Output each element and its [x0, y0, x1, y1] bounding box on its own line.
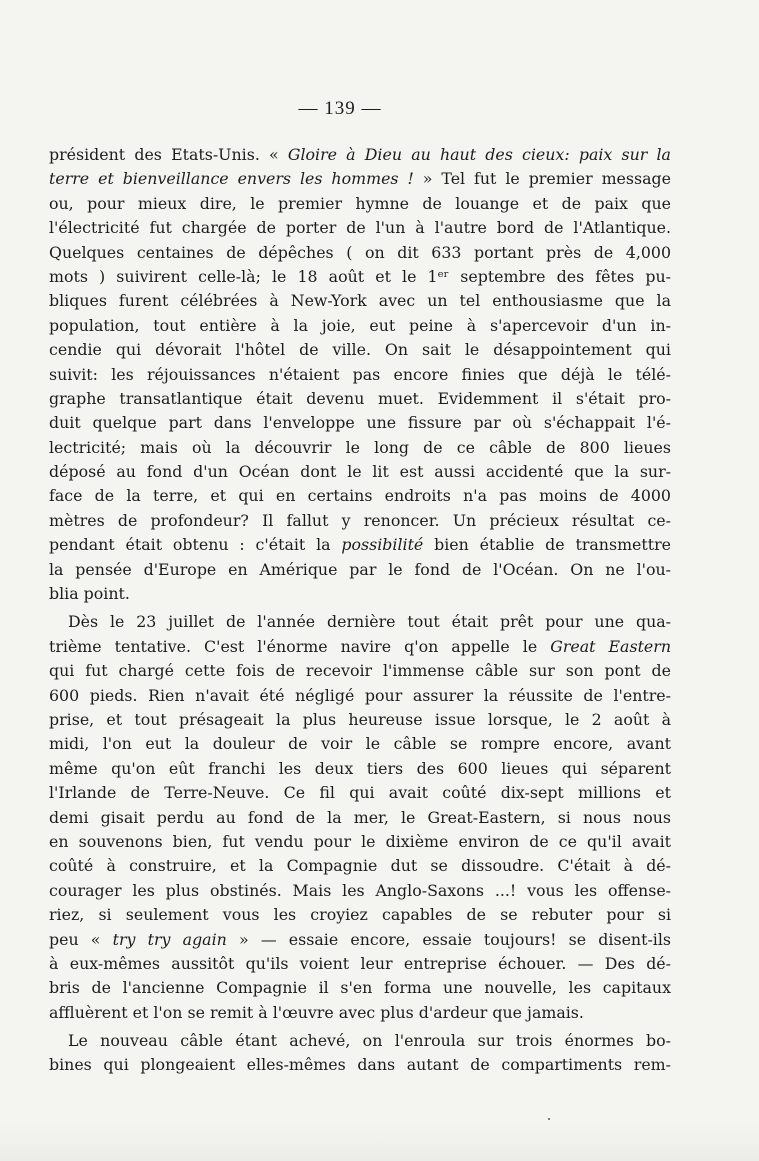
text-line — [49, 928, 671, 952]
text-segment: Quelques centaines de dépêches ( on dit 633 portant près de 4,000 — [49, 242, 671, 262]
text-line — [49, 509, 671, 533]
text-segment: lectricité; mais où la découvrir le long de ce câble de 800 lieues — [49, 437, 671, 457]
text-line — [49, 338, 671, 362]
text-line — [49, 1029, 671, 1053]
text-segment: président des Etats-Unis. « — [49, 145, 288, 164]
text-line — [49, 265, 671, 289]
text-segment: l'Irlande de Terre-Neuve. Ce fil qui avait coûté dix-sept millions et — [49, 783, 671, 803]
paragraph — [49, 143, 671, 606]
text-segment: à eux-mêmes aussitôt qu'ils voient leur entreprise échouer. — Des dé- — [49, 953, 671, 973]
text-segment: coûté à construire, et la Compagnie dut se dissoudre. C'était à dé- — [49, 856, 671, 876]
text-line — [49, 460, 671, 484]
text-line — [49, 582, 671, 606]
text-segment: affluèrent et l'on se remit à l'œuvre avec plus d'ardeur que jamais. — [49, 1002, 584, 1022]
text-line — [49, 1001, 671, 1025]
text-segment: » Tel fut le premier message — [413, 169, 671, 189]
text-segment: Le nouveau câble étant achevé, on l'enroula sur trois énormes bo- — [68, 1031, 671, 1051]
text-line — [49, 314, 671, 338]
text-line — [49, 708, 671, 732]
text-segment: riez, si seulement vous les croyiez capables de se rebuter pour si — [49, 905, 671, 925]
text-segment: mots ) suivirent celle-là; le 18 août et le 1ᵉʳ septembre des fêtes pu- — [49, 266, 671, 286]
text-line — [49, 484, 671, 508]
text-segment: midi, l'on eut la douleur de voir le câble se rompre encore, avant — [49, 734, 671, 754]
text-line — [49, 854, 671, 878]
text-line — [49, 830, 671, 854]
text-segment: même qu'on eût franchi les deux tiers des 600 lieues qui séparent — [49, 758, 671, 778]
text-line — [49, 533, 671, 557]
text-segment: courager les plus obstinés. Mais les Anglo-Saxons ...! vous les offense- — [49, 880, 671, 900]
text-segment: mètres de profondeur? Il fallut y renoncer. Un précieux résultat ce- — [49, 510, 671, 530]
text-line — [49, 732, 671, 756]
text-line — [49, 363, 671, 387]
text-segment: bliques furent célébrées à New-York avec un tel enthousiasme que la — [49, 291, 671, 311]
italic-text: possibilité — [341, 535, 424, 555]
text-segment: graphe transatlantique était devenu muet. Evidemment il s'était pro- — [49, 388, 671, 408]
text-segment: prise, et tout présageait la plus heureuse issue lorsque, le 2 août à — [49, 709, 671, 729]
text-segment: qui fut chargé cette fois de recevoir l'immense câble sur son pont de — [49, 661, 671, 681]
text-line — [49, 289, 671, 313]
text-segment: » — essaie encore, essaie toujours! se disent-ils — [226, 929, 671, 949]
page-number: — 139 — — [298, 98, 382, 119]
text-segment: Dès le 23 juillet de l'année dernière tout était prêt pour une qua- — [68, 612, 671, 632]
italic-text: terre et bienveillance envers les hommes ! — [49, 169, 414, 189]
text-segment: trième tentative. C'est l'énorme navire q'on appelle le — [49, 636, 551, 656]
text-segment: déposé au fond d'un Océan dont le lit est aussi accidenté que la sur- — [49, 462, 671, 482]
text-segment: en souvenons bien, fut vendu pour le dixième environ de ce qu'il avait — [49, 831, 671, 851]
text-segment: cendie qui dévorait l'hôtel de ville. On sait le désappointement qui — [49, 340, 671, 360]
scan-shadow — [0, 1121, 759, 1161]
text-segment: bien établie de transmettre — [423, 535, 671, 555]
text-line — [49, 558, 671, 582]
text-segment: ou, pour mieux dire, le premier hymne de louange et de paix que — [49, 193, 671, 213]
text-line — [49, 1053, 671, 1077]
text-line — [49, 806, 671, 830]
text-line — [49, 659, 671, 683]
text-line — [49, 976, 671, 1000]
text-segment: pendant était obtenu : c'était la — [49, 535, 342, 555]
text-segment: face de la terre, et qui en certains endroits n'a pas moins de 4000 — [49, 486, 671, 506]
italic-text: try try again — [112, 929, 227, 949]
text-segment: population, tout entière à la joie, eut peine à s'apercevoir d'un in- — [49, 315, 671, 335]
italic-text: Great Eastern — [550, 636, 671, 656]
text-line — [49, 684, 671, 708]
text-line — [49, 411, 671, 435]
text-segment: 600 pieds. Rien n'avait été négligé pour assurer la réussite de l'entre- — [49, 685, 671, 705]
text-line — [49, 241, 671, 265]
text-line — [49, 387, 671, 411]
italic-text: Gloire à Dieu au haut des cieux: paix sur la — [287, 145, 671, 164]
text-line — [49, 167, 671, 191]
text-line — [49, 436, 671, 460]
text-line — [49, 143, 671, 167]
text-segment: bines qui plongeaient elles-mêmes dans autant de compartiments rem- — [49, 1055, 671, 1075]
text-line — [49, 610, 671, 634]
text-line — [49, 781, 671, 805]
text-segment: la pensée d'Europe en Amérique par le fond de l'Océan. On ne l'ou- — [49, 559, 671, 579]
text-segment: demi gisait perdu au fond de la mer, le Great-Eastern, si nous nous — [49, 807, 671, 827]
text-line — [49, 757, 671, 781]
text-line — [49, 635, 671, 659]
text-segment: blia point. — [49, 584, 130, 604]
scan-speck — [548, 1118, 550, 1120]
text-line — [49, 216, 671, 240]
text-line — [49, 903, 671, 927]
paragraph — [49, 610, 671, 1025]
paragraph — [49, 1029, 671, 1078]
text-segment: peu « — [49, 929, 113, 949]
text-line — [49, 192, 671, 216]
text-segment: l'électricité fut chargée de porter de l'un à l'autre bord de l'Atlantique. — [49, 218, 671, 238]
text-segment: bris de l'ancienne Compagnie il s'en forma une nouvelle, les capitaux — [49, 978, 671, 998]
text-line — [49, 879, 671, 903]
body-text — [49, 143, 671, 1078]
text-segment: duit quelque part dans l'enveloppe une fissure par où s'échappait l'é- — [49, 413, 671, 433]
text-line — [49, 952, 671, 976]
text-segment: suivit: les réjouissances n'étaient pas encore finies que déjà le télé- — [49, 364, 671, 384]
